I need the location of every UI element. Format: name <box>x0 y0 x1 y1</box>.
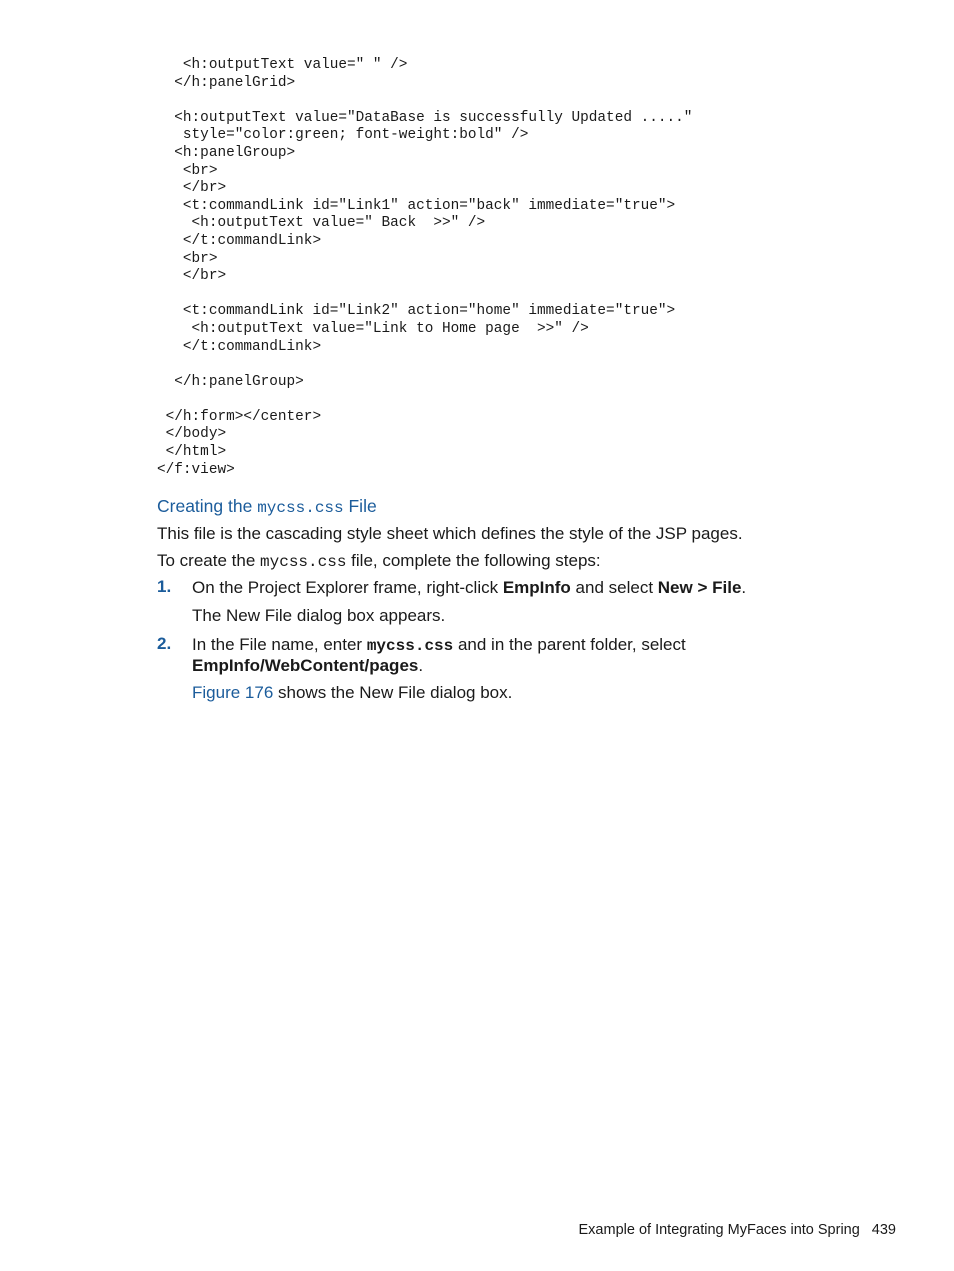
figure-link[interactable]: Figure 176 <box>192 683 274 702</box>
step-text-part: . <box>418 656 424 675</box>
section-heading-code: mycss.css <box>257 499 344 517</box>
section-heading-prefix: Creating the <box>157 496 258 516</box>
step-text-part: On the Project Explorer frame, right-click <box>192 578 503 597</box>
code-line: <h:outputText value=" Back >>" /> <box>157 215 486 232</box>
code-line: style="color:green; font-weight:bold" /> <box>157 127 529 144</box>
step-number: 1. <box>157 577 172 596</box>
step-text-part: and in the parent folder, select <box>453 635 686 654</box>
steps-intro <box>157 551 601 571</box>
code-line: <h:outputText value="Link to Home page >>" /> <box>157 320 589 337</box>
code-listing <box>157 57 692 479</box>
step-text <box>192 634 686 657</box>
section-heading <box>157 496 377 517</box>
code-line: </t:commandLink> <box>157 338 322 355</box>
code-line: </t:commandLink> <box>157 232 322 249</box>
code-line <box>157 92 692 110</box>
footer-title: Example of Integrating MyFaces into Spring <box>578 1222 860 1238</box>
code-line: <br> <box>157 162 218 179</box>
code-line <box>157 286 692 304</box>
step-bold-term: New > File <box>657 578 742 597</box>
code-line <box>157 356 692 374</box>
step-text-continuation <box>192 655 423 676</box>
step-number: 2. <box>157 634 172 653</box>
step-text <box>192 577 746 598</box>
code-line: <h:outputText value="DataBase is successfully Updated ....." <box>157 109 693 126</box>
step-text-part: and select <box>570 578 658 597</box>
step-result: The New File dialog box appears. <box>192 606 446 625</box>
steps-intro-code: mycss.css <box>260 553 347 571</box>
code-line: </br> <box>157 180 227 197</box>
page-footer <box>579 1222 896 1238</box>
step-result <box>192 682 512 703</box>
code-line: </body> <box>157 426 227 443</box>
steps-intro-suffix: file, complete the following steps: <box>346 551 601 570</box>
code-line <box>157 391 692 409</box>
code-line: <h:outputText value=" " /> <box>157 57 408 73</box>
code-line: <h:panelGroup> <box>157 144 296 161</box>
code-line: </h:panelGrid> <box>157 74 296 91</box>
code-line: <t:commandLink id="Link1" action="back" immediate="true"> <box>157 197 676 214</box>
code-line: <br> <box>157 250 218 267</box>
intro-paragraph: This file is the cascading style sheet which defines the style of the JSP pages. <box>157 524 743 543</box>
code-line: </html> <box>157 444 227 461</box>
steps-intro-prefix: To create the <box>157 551 261 570</box>
section-heading-suffix: File <box>343 496 377 516</box>
code-line: <t:commandLink id="Link2" action="home" immediate="true"> <box>157 303 676 320</box>
page-number: 439 <box>871 1222 896 1238</box>
step-text-part: . <box>741 578 747 597</box>
step-result-text: shows the New File dialog box. <box>273 683 513 702</box>
code-line: </h:form></center> <box>157 408 322 425</box>
code-line: </h:panelGroup> <box>157 373 304 390</box>
step-text-part: In the File name, enter <box>192 635 367 654</box>
step-code-term: mycss.css <box>366 637 454 655</box>
code-line: </f:view> <box>157 461 235 478</box>
code-line: </br> <box>157 268 227 285</box>
step-bold-term: EmpInfo/WebContent/pages <box>192 656 419 675</box>
step-bold-term: EmpInfo <box>502 578 571 597</box>
